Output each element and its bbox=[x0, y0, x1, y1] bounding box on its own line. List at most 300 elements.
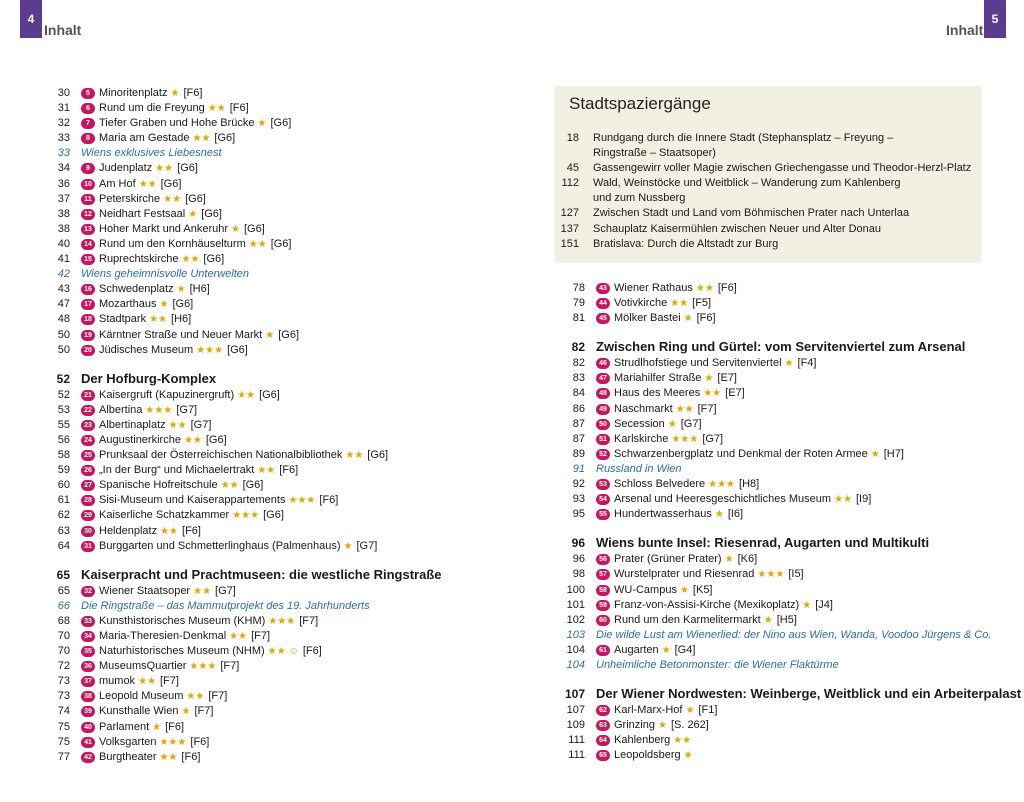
map-grid-ref: [I5] bbox=[788, 568, 804, 581]
toc-entry bbox=[30, 312, 510, 327]
section-heading bbox=[30, 370, 510, 388]
page-number: 43 bbox=[57, 283, 70, 296]
toc-entry bbox=[30, 750, 510, 765]
walk-entry bbox=[541, 222, 971, 237]
map-grid-ref: [H6] bbox=[171, 313, 192, 326]
entry-title: Karlskirche bbox=[614, 432, 669, 445]
sight-number-badge: 7 bbox=[81, 118, 95, 129]
page-number: 55 bbox=[57, 418, 70, 431]
toc-entry bbox=[30, 539, 510, 554]
page-number: 52 bbox=[57, 388, 70, 401]
entry-title: Leopoldsberg bbox=[614, 749, 681, 762]
page-number: 65 bbox=[56, 567, 70, 582]
toc-entry bbox=[545, 598, 985, 613]
page-number: 109 bbox=[566, 719, 585, 732]
entry-title: Maria am Gestade bbox=[99, 132, 190, 145]
page-number: 95 bbox=[572, 508, 585, 521]
entry-title: Haus des Meeres bbox=[614, 387, 701, 400]
map-grid-ref: [F7] bbox=[160, 675, 179, 688]
toc-entry bbox=[30, 177, 510, 192]
sight-number-badge: 42 bbox=[81, 752, 95, 763]
section-gap bbox=[30, 554, 510, 560]
entry-title: Augarten bbox=[614, 643, 659, 656]
sight-number-badge: 10 bbox=[81, 179, 95, 190]
sight-number-badge: 47 bbox=[596, 373, 610, 384]
toc-entry bbox=[30, 237, 510, 252]
star-rating: ★★★ bbox=[268, 615, 296, 627]
sight-number-badge: 19 bbox=[81, 330, 95, 341]
toc-entry bbox=[30, 101, 510, 116]
entry-title: Rund um den Kornhäuselturm bbox=[99, 237, 246, 250]
sight-number-badge: 22 bbox=[81, 405, 95, 416]
entry-title: Franz-von-Assisi-Kirche (Mexikoplatz) bbox=[614, 598, 800, 611]
page-number: 112 bbox=[561, 177, 579, 190]
entry-title: Wald, Weinstöcke und Weitblick – Wanderung zum Kahlenberg bbox=[593, 177, 901, 190]
sight-number-badge: 61 bbox=[596, 645, 610, 656]
walks-box bbox=[555, 86, 981, 263]
sight-number-badge: 54 bbox=[596, 494, 610, 505]
map-grid-ref: [F6] bbox=[190, 735, 210, 748]
map-grid-ref: [S. 262] bbox=[670, 719, 709, 732]
map-grid-ref: [F1] bbox=[698, 704, 718, 717]
map-grid-ref: [G6] bbox=[205, 433, 227, 446]
page-number: 63 bbox=[57, 524, 70, 537]
star-rating: ★ bbox=[685, 705, 695, 717]
sight-number-badge: 5 bbox=[81, 88, 95, 99]
entry-title: Rund um die Freyung bbox=[99, 102, 205, 115]
entry-title: Prunksaal der Österreichischen Nationalbibliothek bbox=[99, 449, 343, 462]
star-rating: ★★ bbox=[193, 585, 212, 597]
star-rating: ★★ bbox=[192, 133, 211, 145]
entry-title: Leopold Museum bbox=[99, 690, 184, 703]
sight-number-badge: 45 bbox=[596, 313, 610, 324]
page-number: 38 bbox=[57, 222, 70, 235]
sight-number-badge: 14 bbox=[81, 239, 95, 250]
toc-entry bbox=[30, 433, 510, 448]
map-grid-ref: [G6] bbox=[270, 237, 292, 250]
map-grid-ref: [F7] bbox=[220, 660, 240, 673]
entry-title: Mariahilfer Straße bbox=[614, 372, 702, 385]
toc-entry bbox=[30, 644, 510, 659]
map-grid-ref: [G6] bbox=[160, 177, 182, 190]
kids-icon: ☺ bbox=[288, 646, 299, 658]
entry-title: Mölker Bastei bbox=[614, 312, 681, 325]
entry-title: Spanische Hofreitschule bbox=[99, 479, 218, 492]
entry-title: Burggarten und Schmetterlinghaus (Palmenhaus) bbox=[99, 539, 341, 552]
page-number: 73 bbox=[57, 690, 70, 703]
star-rating: ★ bbox=[176, 284, 186, 296]
walk-entry bbox=[541, 146, 971, 161]
toc-entry bbox=[545, 432, 985, 447]
toc-entry bbox=[30, 493, 510, 508]
map-grid-ref: [H7] bbox=[883, 447, 904, 460]
map-grid-ref: [F6] bbox=[696, 312, 716, 325]
entry-title: Wiens exklusives Liebesnest bbox=[81, 147, 222, 160]
entry-title: Heldenplatz bbox=[99, 524, 158, 537]
entry-title: WU-Campus bbox=[614, 583, 677, 596]
sight-number-badge: 27 bbox=[81, 480, 95, 491]
sight-number-badge: 12 bbox=[81, 209, 95, 220]
sight-number-badge: 34 bbox=[81, 631, 95, 642]
entry-title: Schloss Belvedere bbox=[614, 478, 706, 491]
map-grid-ref: [G7] bbox=[680, 417, 702, 430]
page-number: 37 bbox=[57, 192, 70, 205]
entry-title: Wiener Staatsoper bbox=[99, 584, 191, 597]
toc-entry bbox=[545, 567, 985, 582]
map-grid-ref: [F6] bbox=[319, 494, 339, 507]
entry-title: und zum Nussberg bbox=[593, 192, 686, 205]
sight-number-badge: 21 bbox=[81, 390, 95, 401]
sight-number-badge: 57 bbox=[596, 569, 610, 580]
entry-title: Stadtpark bbox=[99, 313, 147, 326]
star-rating: ★ bbox=[159, 299, 169, 311]
page-number: 81 bbox=[572, 312, 585, 325]
sight-number-badge: 63 bbox=[596, 720, 610, 731]
entry-title: Augustinerkirche bbox=[99, 433, 181, 446]
star-rating: ★★★ bbox=[671, 433, 699, 445]
page-number: 65 bbox=[57, 584, 70, 597]
entry-title: Sisi-Museum und Kaiserappartements bbox=[99, 494, 286, 507]
toc-entry bbox=[545, 386, 985, 401]
toc-entry bbox=[30, 508, 510, 523]
walks-box-title: Stadtspaziergänge bbox=[569, 94, 711, 113]
star-rating: ★★ bbox=[181, 254, 200, 266]
star-rating: ★★ bbox=[159, 751, 178, 763]
page-number: 84 bbox=[572, 387, 585, 400]
entry-title: Schwarzenbergplatz und Denkmal der Roten Armee bbox=[614, 447, 868, 460]
map-grid-ref: [F4] bbox=[797, 357, 817, 370]
star-rating: ★★★ bbox=[159, 736, 187, 748]
star-rating: ★★ bbox=[138, 676, 156, 688]
page-number: 137 bbox=[560, 222, 579, 235]
sight-number-badge: 41 bbox=[81, 737, 95, 748]
walk-entry bbox=[541, 161, 971, 176]
map-grid-ref: [G7] bbox=[215, 584, 236, 597]
page-number: 70 bbox=[57, 645, 70, 658]
star-rating: ★ bbox=[802, 599, 812, 611]
page-number: 61 bbox=[57, 494, 70, 507]
page-number: 18 bbox=[566, 132, 579, 144]
star-rating: ★★★ bbox=[145, 404, 173, 416]
entry-title: Die Ringstraße – das Mammutprojekt des 19. Jahrhunderts bbox=[81, 599, 370, 612]
map-grid-ref: [F7] bbox=[251, 630, 271, 642]
toc-entry bbox=[30, 192, 510, 207]
page-number: 45 bbox=[566, 162, 579, 175]
walk-entry bbox=[541, 176, 971, 191]
page-number: 91 bbox=[572, 462, 585, 475]
toc-entry bbox=[30, 524, 510, 539]
toc-entry bbox=[30, 674, 510, 689]
toc-entry bbox=[30, 252, 510, 267]
toc-left-column bbox=[30, 86, 510, 765]
toc-entry bbox=[545, 477, 985, 492]
entry-title: Jüdisches Museum bbox=[99, 343, 194, 356]
page-number: 47 bbox=[57, 298, 70, 311]
toc-entry bbox=[30, 659, 510, 674]
page-number: 58 bbox=[57, 449, 70, 462]
toc-entry bbox=[30, 418, 510, 433]
star-rating: ★ bbox=[724, 554, 734, 566]
page-number: 127 bbox=[560, 207, 579, 220]
entry-title: Der Hofburg-Komplex bbox=[81, 370, 217, 386]
page-number-left: 4 bbox=[20, 0, 42, 38]
page-number: 53 bbox=[57, 403, 70, 416]
map-grid-ref: [F6] bbox=[279, 464, 299, 477]
entry-title: Parlament bbox=[99, 720, 150, 733]
entry-title: Unheimliche Betonmonster: die Wiener Flaktürme bbox=[596, 658, 839, 671]
page-number: 107 bbox=[564, 687, 585, 702]
page-number: 87 bbox=[572, 432, 585, 445]
page-number: 56 bbox=[57, 433, 70, 446]
star-rating: ★ bbox=[784, 358, 794, 370]
toc-entry bbox=[545, 447, 985, 462]
star-rating: ★ bbox=[661, 644, 671, 656]
sight-number-badge: 25 bbox=[81, 450, 95, 461]
walk-entry bbox=[541, 191, 971, 206]
page-number: 82 bbox=[572, 357, 585, 370]
map-grid-ref: [G6] bbox=[201, 207, 222, 220]
toc-entry bbox=[30, 222, 510, 237]
entry-title: Arsenal und Heeresgeschichtliches Museum bbox=[614, 493, 832, 506]
walk-entry bbox=[541, 237, 971, 252]
feature-entry bbox=[30, 146, 510, 161]
page-number: 82 bbox=[571, 340, 585, 355]
star-rating: ★★ bbox=[673, 735, 692, 747]
page-number: 50 bbox=[57, 328, 70, 341]
map-grid-ref: [K6] bbox=[737, 553, 758, 566]
map-grid-ref: [G7] bbox=[702, 432, 724, 445]
page-number: 73 bbox=[57, 675, 70, 688]
page-number: 52 bbox=[56, 371, 70, 386]
star-rating: ★ bbox=[257, 118, 267, 130]
entry-title: Prater (Grüner Prater) bbox=[614, 553, 722, 566]
sight-number-badge: 49 bbox=[596, 404, 610, 415]
star-rating: ★ bbox=[679, 584, 689, 596]
star-rating: ★★ bbox=[267, 646, 286, 658]
entry-title: Albertina bbox=[99, 403, 143, 416]
page-number: 50 bbox=[57, 343, 70, 356]
sight-number-badge: 38 bbox=[81, 691, 95, 702]
entry-title: Naschmarkt bbox=[614, 402, 673, 415]
page-number: 75 bbox=[57, 735, 70, 748]
sight-number-badge: 35 bbox=[81, 646, 95, 657]
sight-number-badge: 55 bbox=[596, 509, 610, 520]
page-number: 92 bbox=[572, 478, 585, 491]
map-grid-ref: [F7] bbox=[208, 690, 228, 703]
page-number: 59 bbox=[57, 464, 70, 477]
map-grid-ref: [G7] bbox=[356, 539, 378, 552]
toc-entry bbox=[30, 704, 510, 719]
entry-title: Ringstraße – Staatsoper) bbox=[593, 147, 716, 160]
star-rating: ★ bbox=[683, 313, 693, 325]
map-grid-ref: [G6] bbox=[172, 298, 194, 311]
sight-number-badge: 23 bbox=[81, 420, 95, 431]
toc-entry bbox=[30, 478, 510, 493]
entry-title: Die wilde Lust am Wienerlied: der Nino aus Wien, Wanda, Voodoo Jürgens & Co. bbox=[596, 628, 992, 641]
map-grid-ref: [G6] bbox=[367, 449, 389, 462]
section-heading bbox=[30, 566, 510, 584]
map-grid-ref: [H6] bbox=[189, 283, 210, 296]
section-gap bbox=[545, 522, 985, 528]
toc-entry bbox=[30, 116, 510, 131]
entry-title: Volksgarten bbox=[99, 735, 157, 748]
map-grid-ref: [G6] bbox=[227, 343, 248, 356]
toc-entry bbox=[30, 282, 510, 297]
star-rating: ★ bbox=[683, 750, 693, 762]
star-rating: ★★ bbox=[257, 465, 276, 477]
feature-entry bbox=[545, 462, 985, 477]
entry-title: Russland in Wien bbox=[596, 462, 682, 475]
entry-title: Kunsthalle Wien bbox=[99, 705, 179, 718]
entry-title: Kaiserliche Schatzkammer bbox=[99, 509, 230, 522]
sight-number-badge: 62 bbox=[596, 705, 610, 716]
star-rating: ★ bbox=[343, 540, 353, 552]
star-rating: ★★ bbox=[186, 691, 205, 703]
page-number: 111 bbox=[568, 749, 585, 762]
toc-entry bbox=[30, 614, 510, 629]
toc-entry bbox=[545, 492, 985, 507]
entry-title: Neidhart Festsaal bbox=[99, 207, 186, 220]
sight-number-badge: 43 bbox=[596, 283, 610, 294]
star-rating: ★★ bbox=[168, 419, 187, 431]
map-grid-ref: [G6] bbox=[243, 222, 265, 235]
page-number-right: 5 bbox=[984, 0, 1006, 38]
star-rating: ★★ bbox=[163, 193, 182, 205]
page-number: 34 bbox=[57, 162, 70, 175]
entry-title: Karl-Marx-Hof bbox=[614, 704, 683, 717]
toc-entry bbox=[545, 402, 985, 417]
toc-entry bbox=[30, 343, 510, 358]
map-grid-ref: [G6] bbox=[270, 117, 292, 130]
page-number: 77 bbox=[57, 750, 70, 763]
toc-entry bbox=[545, 703, 985, 718]
page-number: 68 bbox=[57, 614, 70, 627]
page-number: 64 bbox=[57, 539, 70, 552]
sight-number-badge: 28 bbox=[81, 495, 95, 506]
entry-title: Kunsthistorisches Museum (KHM) bbox=[99, 614, 266, 627]
entry-title: Grinzing bbox=[614, 719, 655, 732]
sight-number-badge: 29 bbox=[81, 510, 95, 521]
walks-list bbox=[541, 131, 971, 252]
map-grid-ref: [J4] bbox=[815, 598, 833, 611]
star-rating: ★ bbox=[714, 509, 724, 521]
entry-title: Kärntner Straße und Neuer Markt bbox=[99, 328, 263, 341]
entry-title: Peterskirche bbox=[99, 192, 161, 205]
page-number: 48 bbox=[57, 313, 70, 326]
toc-entry bbox=[30, 388, 510, 403]
sight-number-badge: 44 bbox=[596, 298, 610, 309]
entry-title: Wiens geheimnisvolle Unterwelten bbox=[81, 268, 250, 281]
page-number: 32 bbox=[57, 117, 70, 130]
sight-number-badge: 40 bbox=[81, 722, 95, 733]
feature-entry bbox=[30, 599, 510, 614]
feature-entry bbox=[30, 267, 510, 282]
map-grid-ref: [G4] bbox=[674, 643, 696, 656]
map-grid-ref: [E7] bbox=[717, 372, 737, 385]
page-number: 33 bbox=[57, 147, 70, 160]
page-number: 83 bbox=[572, 372, 585, 385]
star-rating: ★★★ bbox=[232, 510, 260, 522]
sight-number-badge: 15 bbox=[81, 254, 95, 265]
star-rating: ★★ bbox=[155, 163, 174, 175]
entry-title: Der Wiener Nordwesten: Weinberge, Weitblick und ein Arbeiterpalast bbox=[596, 686, 1022, 702]
star-rating: ★★ bbox=[149, 314, 168, 326]
star-rating: ★ bbox=[170, 88, 180, 99]
star-rating: ★ bbox=[657, 720, 667, 732]
star-rating: ★ bbox=[181, 706, 191, 718]
toc-entry bbox=[545, 552, 985, 567]
toc-entry bbox=[30, 131, 510, 146]
star-rating: ★ bbox=[667, 418, 677, 430]
walk-entry bbox=[541, 131, 971, 146]
star-rating: ★★ bbox=[345, 450, 364, 462]
entry-title: Strudlhofstiege und Servitenviertel bbox=[614, 357, 782, 370]
star-rating: ★★★ bbox=[288, 495, 316, 507]
page-number: 30 bbox=[57, 87, 70, 99]
entry-title: Rund um den Karmelitermarkt bbox=[614, 613, 761, 626]
entry-title: Secession bbox=[614, 417, 665, 430]
entry-title: „In der Burg“ und Michaelertrakt bbox=[99, 464, 255, 477]
sight-number-badge: 26 bbox=[81, 465, 95, 476]
map-grid-ref: [G6] bbox=[203, 253, 225, 266]
star-rating: ★★ bbox=[220, 480, 239, 492]
entry-title: Hundertwasserhaus bbox=[614, 508, 712, 521]
toc-right-column bbox=[545, 281, 1022, 763]
sight-number-badge: 39 bbox=[81, 706, 95, 717]
page-number: 104 bbox=[566, 658, 585, 671]
entry-title: MuseumsQuartier bbox=[99, 660, 187, 673]
map-grid-ref: [I6] bbox=[727, 508, 744, 521]
map-grid-ref: [G6] bbox=[185, 192, 206, 205]
toc-entry bbox=[545, 583, 985, 598]
page-number: 93 bbox=[572, 493, 585, 506]
entry-title: Am Hof bbox=[99, 177, 136, 190]
toc-entry bbox=[545, 417, 985, 432]
star-rating: ★★ bbox=[183, 434, 202, 446]
entry-title: Zwischen Stadt und Land vom Böhmischen Prater nach Unterlaa bbox=[593, 207, 910, 220]
star-rating: ★★ bbox=[160, 525, 179, 537]
entry-title: Burgtheater bbox=[99, 750, 157, 763]
page-number bbox=[541, 146, 579, 161]
toc-entry bbox=[545, 733, 985, 748]
map-grid-ref: [F6] bbox=[717, 282, 737, 294]
map-grid-ref: [G7] bbox=[176, 403, 198, 416]
entry-title: Rundgang durch die Innere Stadt (Stephansplatz – Freyung – bbox=[593, 132, 894, 144]
section-gap bbox=[545, 673, 985, 679]
entry-title: mumok bbox=[99, 675, 136, 688]
toc-entry bbox=[30, 403, 510, 418]
sight-number-badge: 31 bbox=[81, 541, 95, 552]
toc-entry bbox=[545, 356, 985, 371]
page-number: 42 bbox=[57, 268, 70, 281]
walk-entry bbox=[541, 206, 971, 221]
page-number: 72 bbox=[57, 660, 70, 673]
page-number: 96 bbox=[571, 536, 585, 551]
star-rating: ★★ bbox=[834, 494, 852, 506]
toc-entry bbox=[545, 281, 985, 296]
entry-title: Schwedenplatz bbox=[99, 283, 174, 296]
map-grid-ref: [F7] bbox=[299, 614, 319, 627]
map-grid-ref: [G7] bbox=[190, 418, 212, 431]
sight-number-badge: 50 bbox=[596, 419, 610, 430]
entry-title: Naturhistorisches Museum (NHM) bbox=[99, 645, 265, 658]
map-grid-ref: [F7] bbox=[697, 402, 717, 415]
toc-entry bbox=[545, 613, 985, 628]
sight-number-badge: 16 bbox=[81, 284, 95, 295]
toc-entry bbox=[30, 328, 510, 343]
sight-number-badge: 37 bbox=[81, 676, 95, 687]
map-grid-ref: [G6] bbox=[278, 328, 300, 341]
